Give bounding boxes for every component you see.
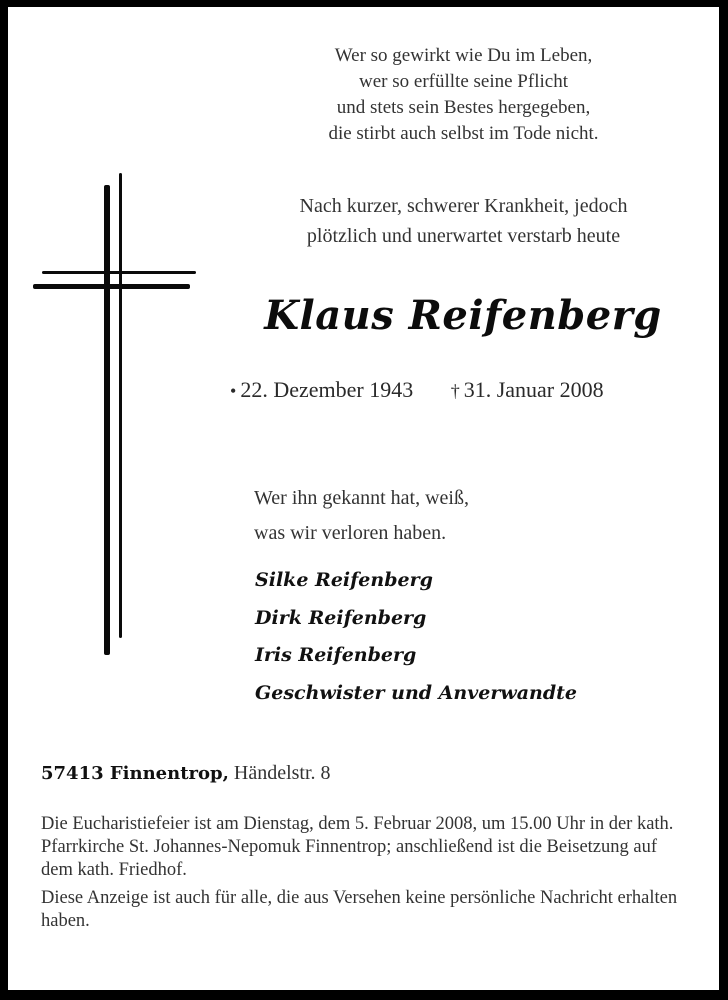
saying (254, 481, 469, 551)
poem-line: Wer so gewirkt wie Du im Leben, (334, 45, 593, 66)
mourner: Silke Reifenberg (255, 569, 433, 591)
birth-date (230, 377, 419, 402)
death-date (451, 377, 604, 402)
obituary-notice (8, 7, 719, 990)
mourner: Geschwister und Anverwandte (255, 681, 578, 704)
notice-text: Diese Anzeige ist auch für alle, die aus Versehen keine persönliche Nachricht erhalten haben. (41, 888, 678, 931)
poem-line: die stirbt auch selbst im Tode nicht. (328, 123, 599, 144)
death-date-text: 31. Januar 2008 (463, 377, 604, 402)
address-city: 57413 Finnentrop, (41, 763, 229, 784)
birth-symbol-icon: • (230, 381, 237, 401)
birth-date-text: 22. Dezember 1943 (240, 377, 414, 402)
deceased-name: Klaus Reifenberg (264, 292, 662, 339)
service-text: Die Eucharistiefeier ist am Dienstag, dem 5. Februar 2008, um 15.00 Uhr in der kath. Pfarrkirche St. Johannes-Nepomuk Finnentrop; anschließend ist die Beisetzung auf dem kath. Friedhof. (41, 814, 674, 880)
poem-line: wer so erfüllte seine Pflicht (359, 71, 568, 92)
intro-text (208, 191, 719, 251)
saying-line: Wer ihn gekannt hat, weiß, (254, 487, 469, 509)
mourner: Iris Reifenberg (255, 644, 417, 666)
intro-line: plötzlich und unerwartet verstarb heute (306, 225, 621, 247)
intro-line: Nach kurzer, schwerer Krankheit, jedoch (299, 195, 628, 217)
mourners-list (255, 562, 577, 712)
saying-line: was wir verloren haben. (254, 522, 447, 544)
poem-line: und stets sein Bestes hergegeben, (336, 97, 591, 118)
service-details (41, 813, 681, 938)
dagger-icon: † (450, 381, 460, 401)
memorial-poem (8, 43, 719, 147)
address (41, 759, 331, 788)
address-street: Händelstr. 8 (233, 762, 331, 784)
mourner: Dirk Reifenberg (255, 606, 427, 629)
life-dates (230, 375, 710, 406)
